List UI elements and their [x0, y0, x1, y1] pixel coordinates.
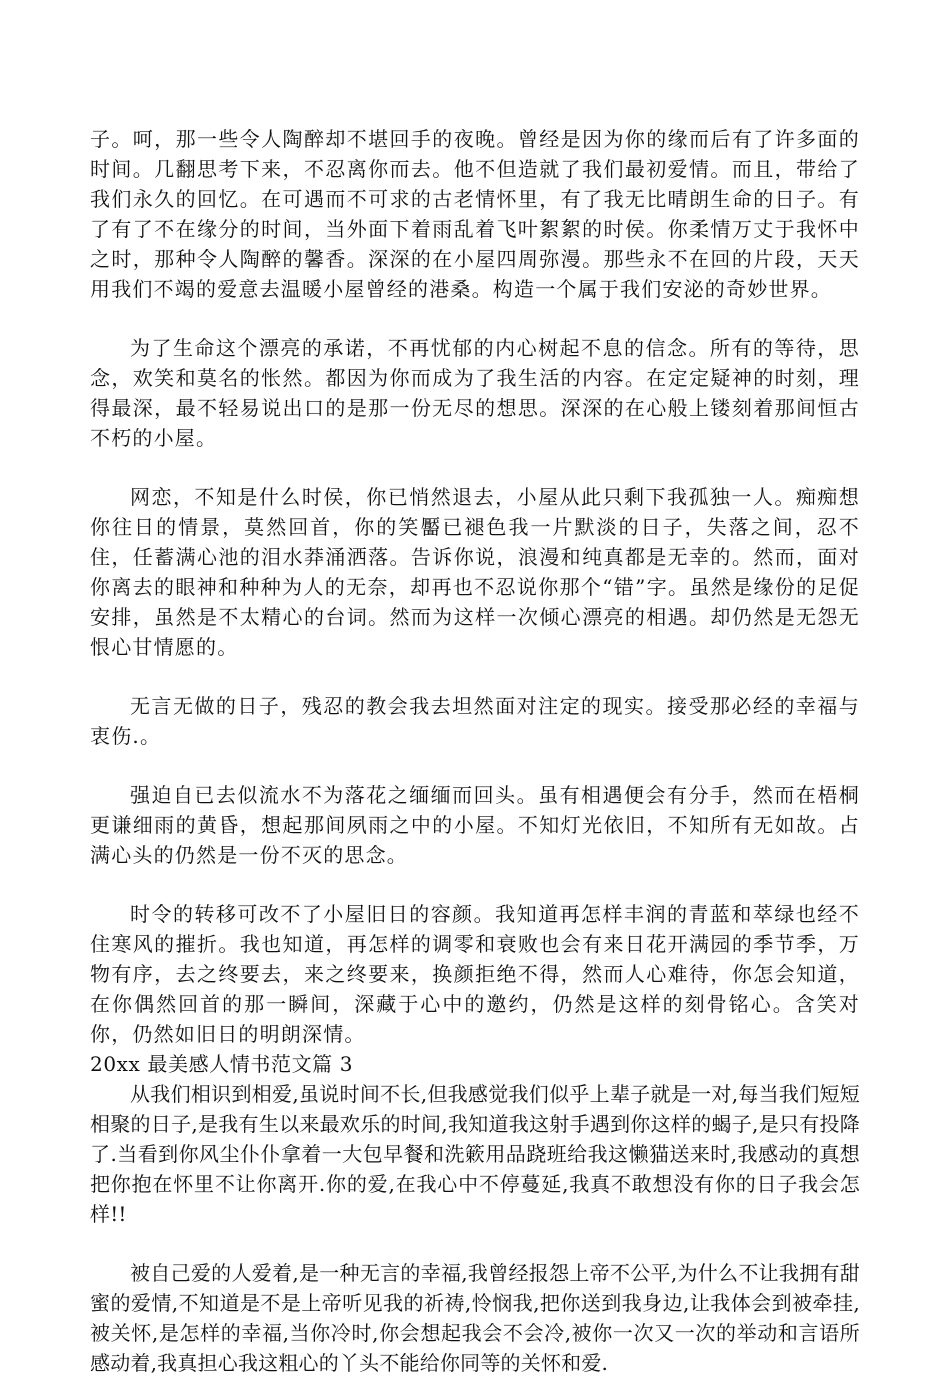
- section-paragraph-1: 从我们相识到相爱,虽说时间不长,但我感觉我们似乎上辈子就是一对,每当我们短短相聚的日子,是我有生以来最欢乐的时间,我知道我这射手遇到你这样的蝎子,是只有投降了.当看到你风尘仆仆拿着一大包早餐和洗簌用品跷班给我这懒猫送来时,我感动的真想把你抱在怀里不让你离开.你的爱,在我心中不停蔓延,我真不敢想没有你的日子我会怎样!!: [90, 1082, 860, 1226]
- paragraph-4: 无言无做的日子，残忍的教会我去坦然面对注定的现实。接受那必经的幸福与衷伤.。: [90, 694, 860, 748]
- section-body: [90, 1079, 860, 1378]
- paragraph-1: 子。呵，那一些令人陶醉却不堪回手的夜晚。曾经是因为你的缘而后有了许多面的时间。几翻思考下来，不忍离你而去。他不但造就了我们最初爱情。而且，带给了我们永久的回忆。在可遇而不可求的古老情怀里，有了我无比晴朗生命的日子。有了有了不在缘分的时间，当外面下着雨乱着飞叶絮絮的时侯。你柔情万丈于我怀中之时，那种令人陶醉的馨香。深深的在小屋四周弥漫。那些永不在回的片段，天天用我们不竭的爱意去温暖小屋曾经的港桑。构造一个属于我们安泌的奇妙世界。: [90, 127, 860, 301]
- paragraph-5: 强迫自已去似流水不为落花之缅缅而回头。虽有相遇便会有分手，然而在梧桐更谦细雨的黄昏，想起那间夙雨之中的小屋。不知灯光依旧，不知所有无如故。占满心头的仍然是一份不灭的思念。: [90, 783, 860, 867]
- paragraph-3: 网恋，不知是什么时侯，你已悄然退去，小屋从此只剩下我孤独一人。痴痴想你往日的情景，莫然回首，你的笑靨已褪色我一片默淡的日子，失落之间，忍不住，任蓄满心池的泪水莽涌洒落。告诉你说，浪漫和纯真都是无幸的。然而，面对你离去的眼神和种种为人的无奈，却再也不忍说你那个“错”字。虽然是缘份的足促安排，虽然是不太精心的台词。然而为这样一次倾心漂亮的相遇。却仍然是无怨无恨心甘情愿的。: [90, 485, 860, 659]
- section-paragraph-2: 被自己爱的人爱着,是一种无言的幸福,我曾经报怨上帝不公平,为什么不让我拥有甜蜜的爱情,不知道是不是上帝听见我的祈祷,怜悯我,把你送到我身边,让我体会到被牵挂,被关怀,是怎样的幸福,当你冷时,你会想起我会不会冷,被你一次又一次的举动和言语所感动着,我真担心我这粗心的丫头不能给你同等的关怀和爱.: [90, 1261, 860, 1375]
- paragraph-2: 为了生命这个漂亮的承诺，不再忧郁的内心树起不息的信念。所有的等待，思念，欢笑和莫名的怅然。都因为你而成为了我生活的内容。在定定疑神的时刻，理得最深，最不轻易说出口的是那一份无尽的想思。深深的在心般上镂刻着那间恒古不朽的小屋。: [90, 336, 860, 450]
- paragraph-6: 时令的转移可改不了小屋旧日的容颜。我知道再怎样丰润的青蓝和萃绿也经不住寒风的摧折。我也知道，再怎样的调零和衰败也会有来日花开满园的季节季，万物有序，去之终要去，来之终要来，换颜拒绝不得，然而人心难待，你怎会知道，在你偶然回首的那一瞬间，深藏于心中的邀约，仍然是这样的刻骨铭心。含笑对你，仍然如旧日的明朗深情。: [90, 902, 860, 1046]
- section-heading: 20xx 最美感人情书范文篇 3: [90, 1052, 354, 1076]
- document-body: [90, 124, 860, 1378]
